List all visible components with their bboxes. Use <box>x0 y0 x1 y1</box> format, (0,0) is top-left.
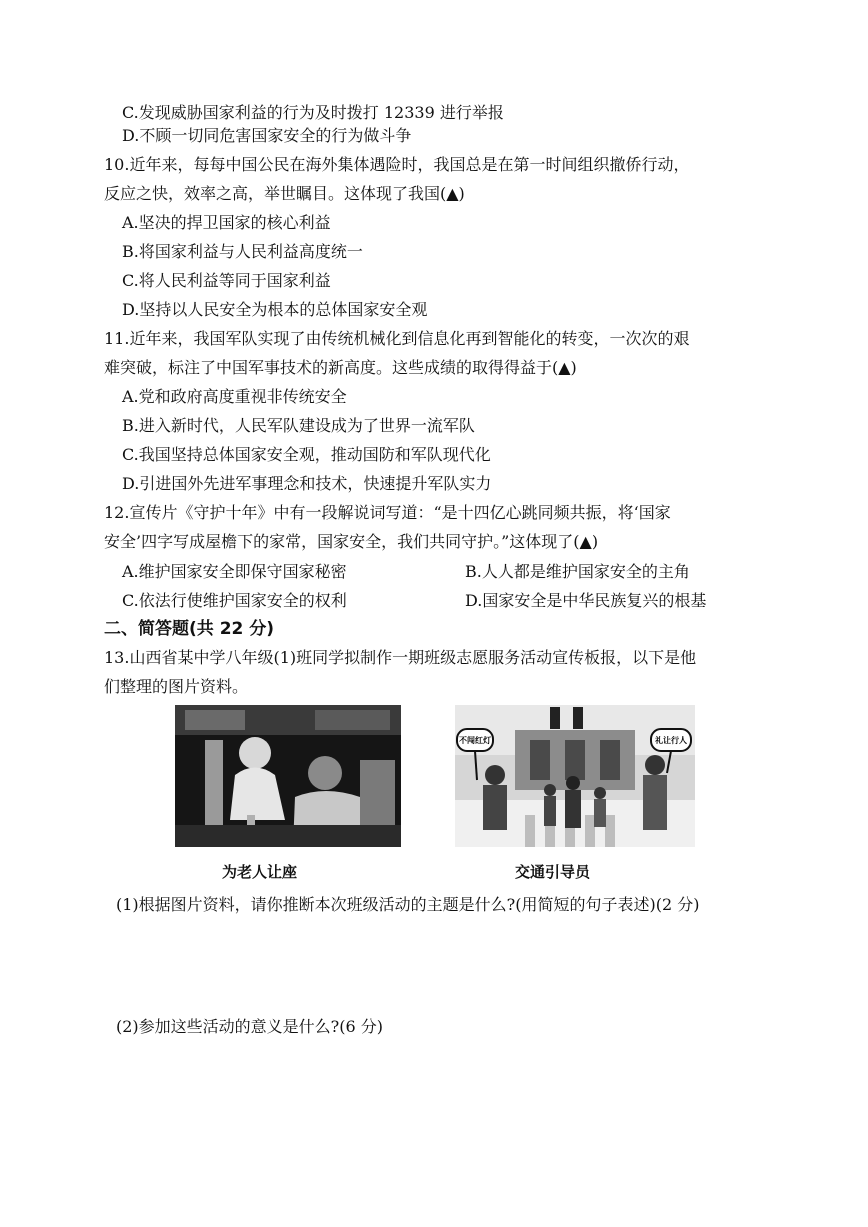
q11-option-a: A.党和政府高度重视非传统安全 <box>122 387 347 406</box>
q11-stem-line1: 11.近年来，我国军队实现了由传统机械化到信息化再到智能化的转变，一次次的艰 <box>104 329 690 348</box>
q12-stem-line2: 安全’四字写成屋檐下的家常，国家安全，我们共同守护。”这体现了(▲) <box>104 532 599 551</box>
sign-no-red-light: 不闯红灯 <box>459 736 491 745</box>
q9-option-d: D.不顾一切同危害国家安全的行为做斗争 <box>122 126 412 145</box>
q13-sub1: (1)根据图片资料，请你推断本次班级活动的主题是什么?(用简短的句子表述)(2 分) <box>116 895 700 914</box>
photo-traffic-guide <box>455 705 695 847</box>
q11-option-d: D.引进国外先进军事理念和技术，快速提升军队实力 <box>122 474 492 493</box>
photo-elderly-seat <box>175 705 401 847</box>
q10-stem-line2: 反应之快，效率之高，举世瞩目。这体现了我国(▲) <box>104 184 465 203</box>
q10-option-c: C.将人民利益等同于国家利益 <box>122 271 331 290</box>
q13-stem-line2: 们整理的图片资料。 <box>104 677 249 696</box>
q11-stem-line2: 难突破，标注了中国军事技术的新高度。这些成绩的取得得益于(▲) <box>104 358 577 377</box>
photo2-caption: 交通引导员 <box>515 863 591 881</box>
q11-option-c: C.我国坚持总体国家安全观，推动国防和军队现代化 <box>122 445 491 464</box>
street-scene-image <box>455 705 695 847</box>
photo1-caption: 为老人让座 <box>222 863 298 881</box>
q12-option-d: D.国家安全是中华民族复兴的根基 <box>465 591 707 610</box>
q10-option-a: A.坚决的捍卫国家的核心利益 <box>122 213 331 232</box>
q10-stem-line1: 10.近年来，每每中国公民在海外集体遇险时，我国总是在第一时间组织撤侨行动， <box>104 155 690 174</box>
q13-sub2: (2)参加这些活动的意义是什么?(6 分) <box>116 1017 383 1036</box>
q10-option-b: B.将国家利益与人民利益高度统一 <box>122 242 363 261</box>
q11-option-b: B.进入新时代，人民军队建设成为了世界一流军队 <box>122 416 475 435</box>
q12-option-a: A.维护国家安全即保守国家秘密 <box>122 562 347 581</box>
q10-option-d: D.坚持以人民安全为根本的总体国家安全观 <box>122 300 428 319</box>
bus-scene-image <box>175 705 401 847</box>
sign-yield-pedestrians: 礼让行人 <box>655 736 687 745</box>
q9-option-c: C.发现威胁国家利益的行为及时拨打 12339 进行举报 <box>122 103 504 122</box>
q12-option-c: C.依法行使维护国家安全的权利 <box>122 591 347 610</box>
q12-option-b: B.人人都是维护国家安全的主角 <box>465 562 690 581</box>
q13-stem-line1: 13.山西省某中学八年级(1)班同学拟制作一期班级志愿服务活动宣传板报，以下是他 <box>104 648 697 667</box>
section-heading: 二、简答题(共 22 分) <box>104 619 275 639</box>
q12-stem-line1: 12.宣传片《守护十年》中有一段解说词写道：“是十四亿心跳同频共振，将‘国家 <box>104 503 671 522</box>
